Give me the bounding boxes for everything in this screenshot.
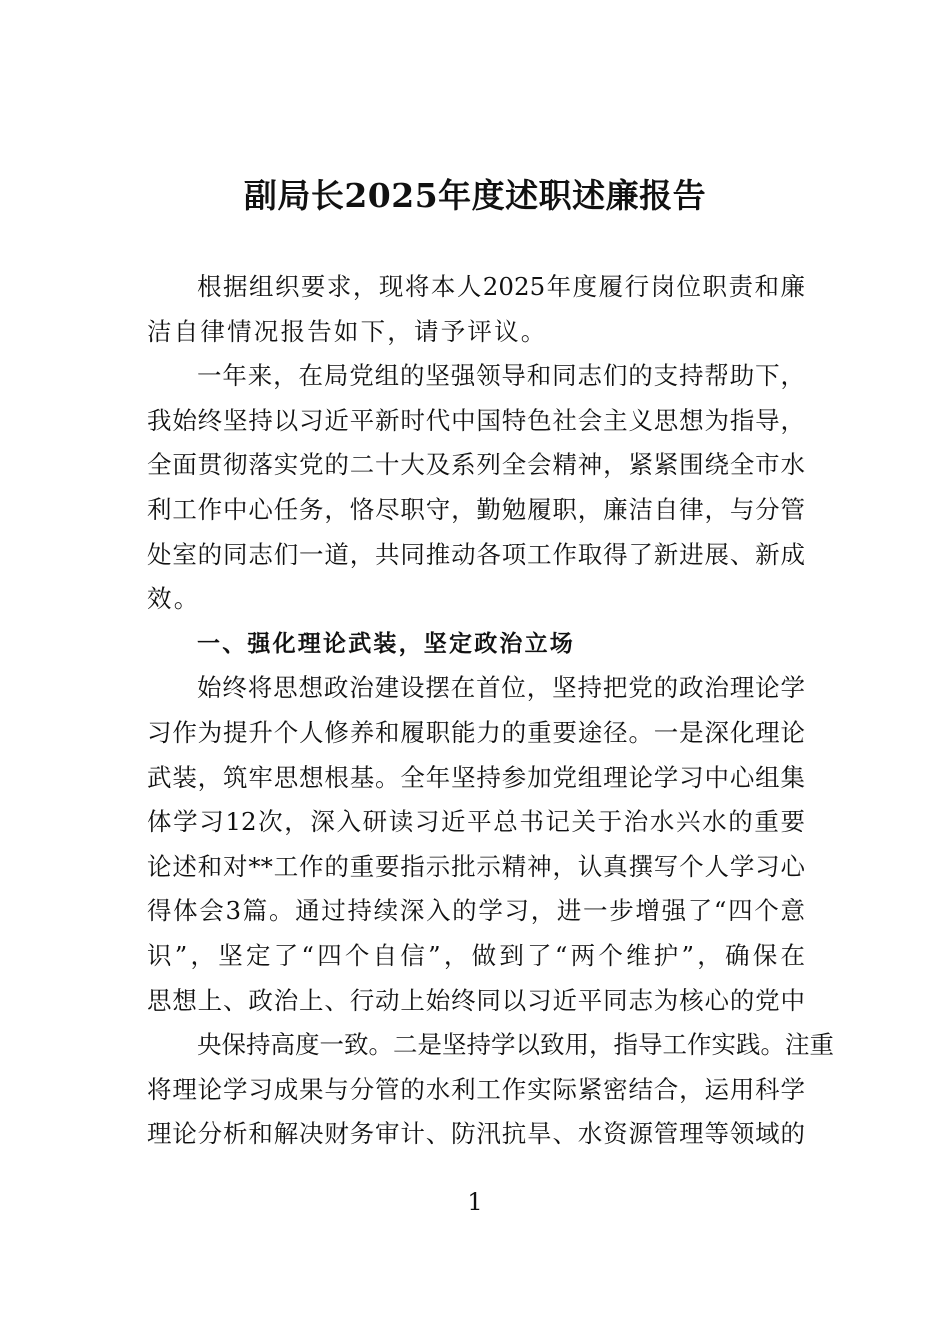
- paragraph-line: 理论分析和解决财务审计、防汛抗旱、水资源管理等领域的: [147, 1119, 805, 1149]
- paragraph-line: 效。: [147, 584, 201, 614]
- paragraph-line: 思想上、政治上、行动上始终同以习近平同志为核心的党中: [147, 985, 805, 1015]
- paragraph-line: 武装，筑牢思想根基。全年坚持参加党组理论学习中心组集: [147, 762, 805, 792]
- page-number: 1: [467, 1188, 483, 1216]
- paragraph-line: 论述和对**工作的重要指示批示精神，认真撰写个人学习心: [147, 851, 805, 881]
- paragraph-line: 习作为提升个人修养和履职能力的重要途径。一是深化理论: [147, 718, 805, 747]
- paragraph-line: 体学习12次，深入研读习近平总书记关于治水兴水的重要: [147, 807, 805, 837]
- paragraph-line: 全面贯彻落实党的二十大及系列全会精神，紧紧围绕全市水: [147, 450, 805, 480]
- paragraph-line: 一年来，在局党组的坚强领导和同志们的支持帮助下，: [197, 361, 805, 391]
- paragraph-line: 我始终坚持以习近平新时代中国特色社会主义思想为指导，: [147, 405, 805, 435]
- paragraph-line: 识”，坚定了“四个自信”，做到了“两个维护”，确保在: [147, 941, 805, 970]
- section-heading: 一、强化理论武装，坚定政治立场: [197, 630, 575, 657]
- paragraph-line: 央保持高度一致。二是坚持学以致用，指导工作实践。注重: [197, 1030, 834, 1060]
- paragraph-line: 将理论学习成果与分管的水利工作实际紧密结合，运用科学: [147, 1074, 805, 1104]
- paragraph-line: 处室的同志们一道，共同推动各项工作取得了新进展、新成: [147, 539, 805, 569]
- paragraph-line: 得体会3篇。通过持续深入的学习，进一步增强了“四个意: [147, 896, 805, 926]
- paragraph-line: 根据组织要求，现将本人2025年度履行岗位职责和廉: [197, 272, 805, 301]
- paragraph-line: 洁自律情况报告如下，请予评议。: [147, 316, 548, 346]
- paragraph-line: 始终将思想政治建设摆在首位，坚持把党的政治理论学: [197, 673, 805, 703]
- paragraph-line: 利工作中心任务，恪尽职守，勤勉履职，廉洁自律，与分管: [147, 495, 805, 524]
- document-title: 副局长2025年度述职述廉报告: [243, 176, 707, 215]
